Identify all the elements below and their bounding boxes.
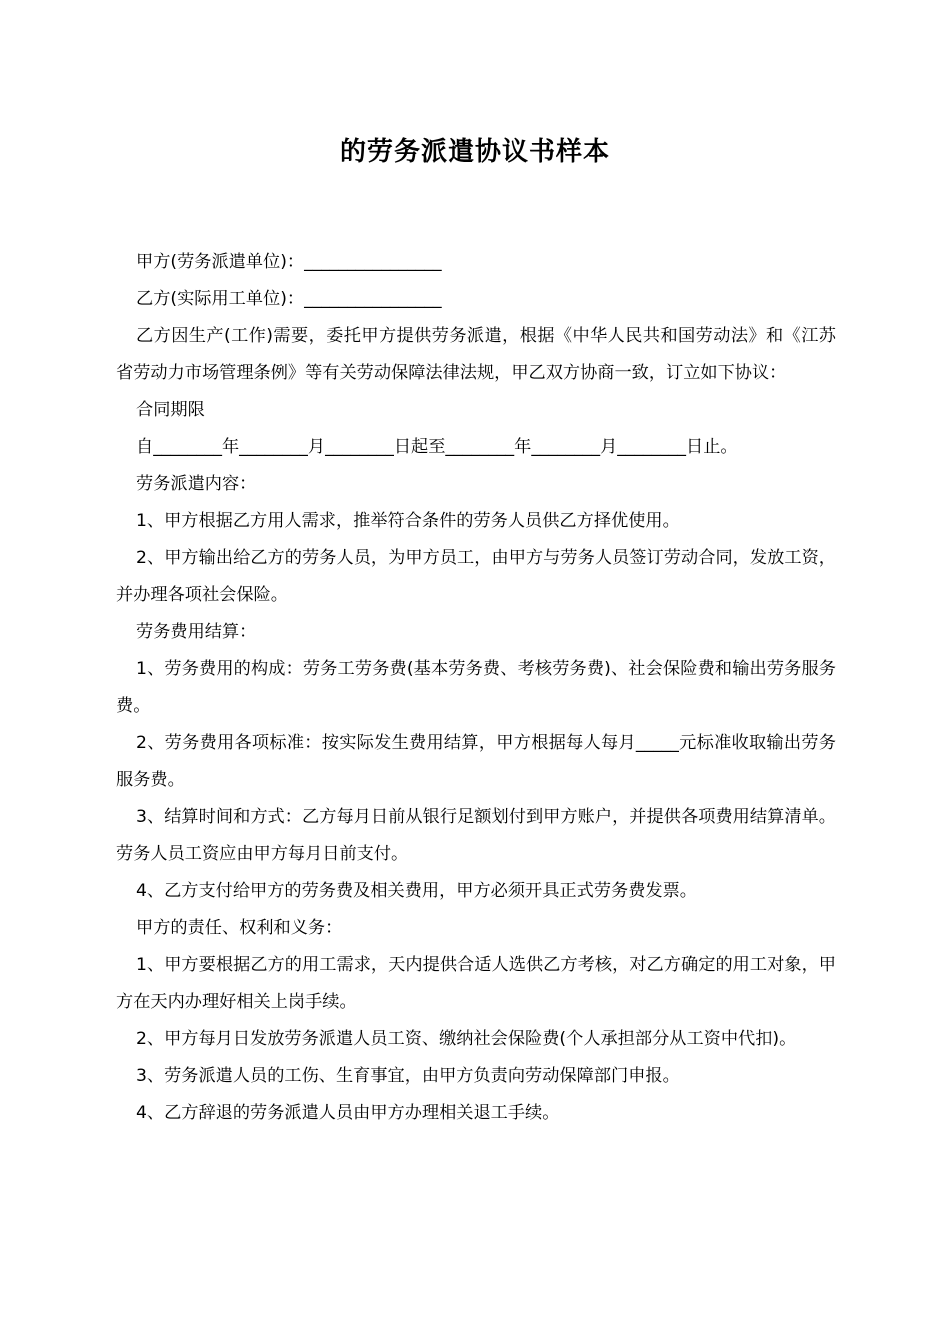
party-a-duty-item-2: 2、甲方每月日发放劳务派遣人员工资、缴纳社会保险费(个人承担部分从工资中代扣)。 bbox=[136, 1029, 797, 1049]
party-a-duty-item-3: 3、劳务派遣人员的工伤、生育事宜，由甲方负责向劳动保障部门申报。 bbox=[136, 1066, 680, 1086]
dispatch-content-item-1: 1、甲方根据乙方用人需求，推举符合条件的劳务人员供乙方择优使用。 bbox=[136, 511, 680, 531]
fee-settlement-item-4: 4、乙方支付给甲方的劳务费及相关费用，甲方必须开具正式劳务费发票。 bbox=[136, 881, 697, 901]
party-a-duty-item-1: 1、甲方要根据乙方的用工需求，天内提供合适人选供乙方考核，对乙方确定的用工对象，甲方在天内办理好相关上岗手续。 bbox=[116, 955, 836, 1012]
party-a-line: 甲方(劳务派遣单位)：________________ bbox=[136, 252, 442, 272]
document-body bbox=[116, 244, 836, 1132]
preamble-paragraph: 乙方因生产(工作)需要，委托甲方提供劳务派遣，根据《中华人民共和国劳动法》和《江苏省劳动力市场管理条例》等有关劳动保障法律法规，甲乙双方协商一致，订立如下协议： bbox=[116, 326, 836, 383]
dispatch-content-item-2: 2、甲方输出给乙方的劳务人员，为甲方员工，由甲方与劳务人员签订劳动合同，发放工资，并办理各项社会保险。 bbox=[116, 548, 836, 605]
document-title: 的劳务派遣协议书样本 bbox=[339, 137, 610, 167]
fee-settlement-item-1: 1、劳务费用的构成：劳务工劳务费(基本劳务费、考核劳务费)、社会保险费和输出劳务服务费。 bbox=[116, 659, 836, 716]
fee-settlement-item-2: 2、劳务费用各项标准：按实际发生费用结算，甲方根据每人每月_____元标准收取输出劳务服务费。 bbox=[116, 733, 836, 790]
section-heading-dispatch-content: 劳务派遣内容： bbox=[136, 474, 257, 494]
section-heading-party-a-duties: 甲方的责任、权利和义务： bbox=[136, 918, 343, 938]
section-heading-fee-settlement: 劳务费用结算： bbox=[136, 622, 257, 642]
party-b-line: 乙方(实际用工单位)：________________ bbox=[136, 289, 442, 309]
fee-settlement-item-3: 3、结算时间和方式：乙方每月日前从银行足额划付到甲方账户，并提供各项费用结算清单。劳务人员工资应由甲方每月日前支付。 bbox=[116, 807, 836, 864]
party-a-duty-item-4: 4、乙方辞退的劳务派遣人员由甲方办理相关退工手续。 bbox=[136, 1103, 560, 1123]
section-heading-contract-term: 合同期限 bbox=[136, 400, 205, 420]
contract-term-line: 自________年________月________日起至________年________月________日止。 bbox=[136, 437, 738, 457]
